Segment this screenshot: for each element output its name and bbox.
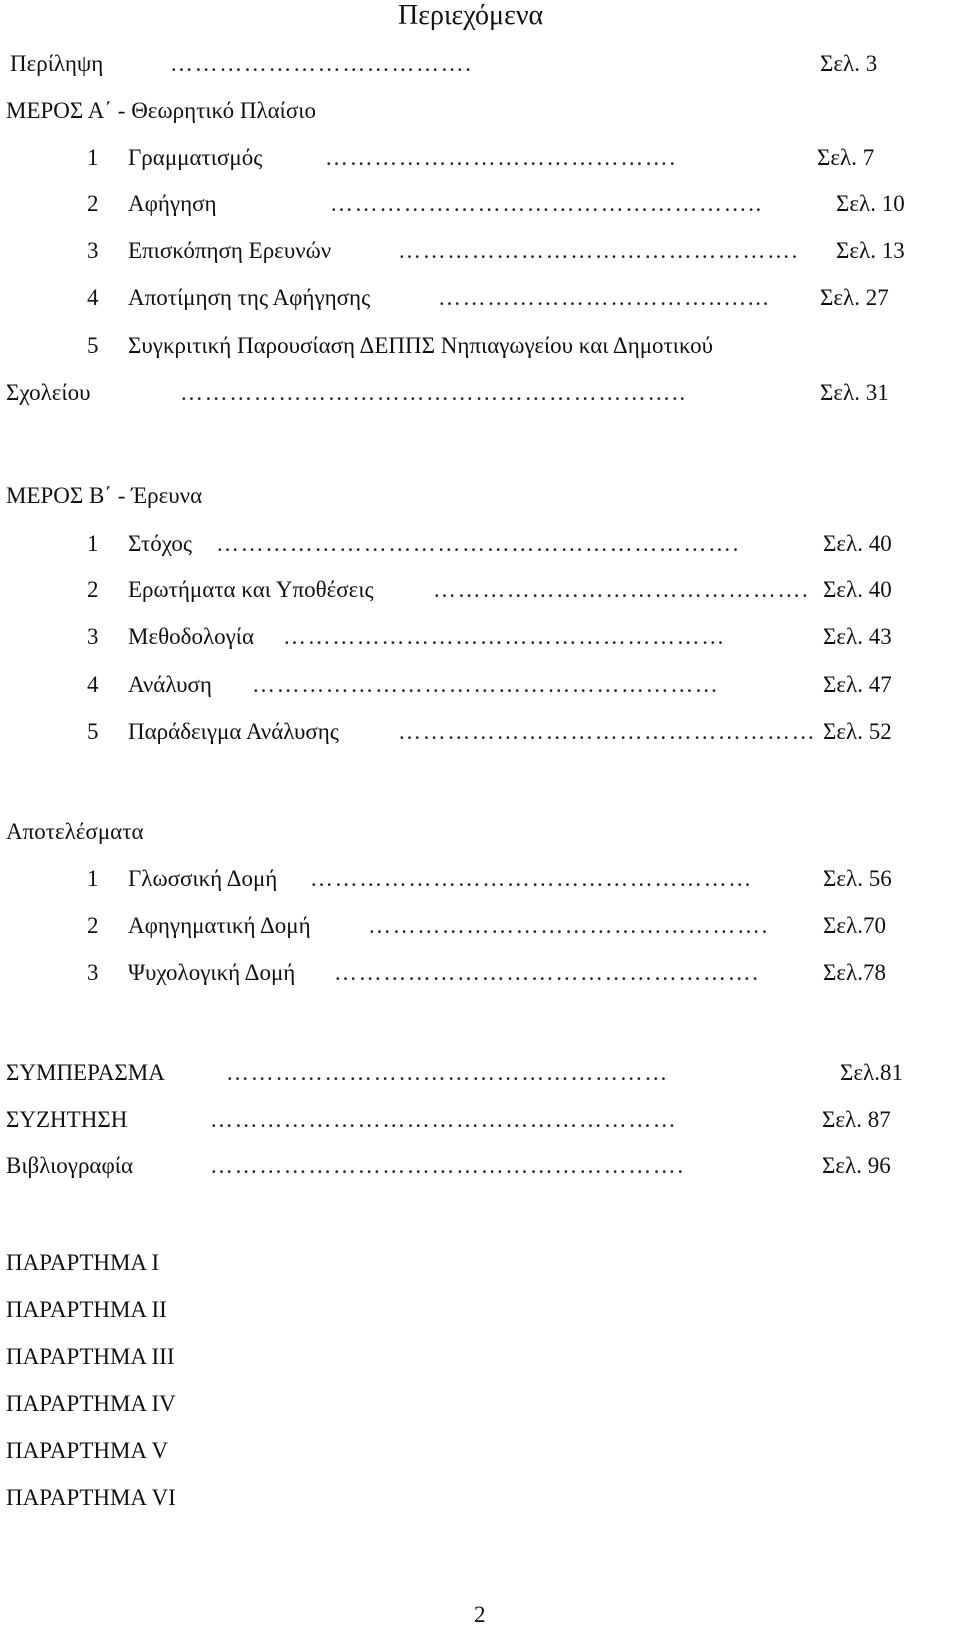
toc-num: 1: [87, 866, 99, 891]
toc-label: Αποτίμηση της Αφήγησης: [128, 285, 371, 310]
appendix-item: ΠΑΡΑΡΤΗΜΑ V: [6, 1438, 169, 1463]
toc-section-heading: ΜΕΡΟΣ Α΄ - Θεωρητικό Πλαίσιο: [6, 98, 316, 123]
toc-num: 4: [87, 672, 99, 697]
toc-page: Σελ.78: [823, 960, 886, 985]
toc-page: Σελ. 13: [836, 238, 905, 263]
toc-num: 3: [87, 624, 99, 649]
toc-label: Ανάλυση: [128, 672, 212, 697]
toc-num: 5: [87, 719, 99, 744]
toc-label: ΣΥΖΗΤΗΣΗ: [6, 1107, 128, 1132]
toc-label: Παράδειγμα Ανάλυσης: [128, 719, 339, 744]
toc-num: 3: [87, 238, 99, 263]
toc-leader: …………………………………….: [325, 146, 677, 169]
toc-section-heading: ΜΕΡΟΣ Β΄ - Έρευνα: [6, 483, 203, 508]
toc-leader: …………………………………………………: [252, 673, 720, 696]
toc-page: Σελ. 43: [823, 624, 892, 649]
toc-leader: …………………………………………………: [210, 1108, 678, 1131]
toc-page: Σελ. 40: [823, 531, 892, 556]
toc-label: Ψυχολογική Δομή: [128, 960, 296, 985]
page-title: Περιεχόμενα: [398, 0, 544, 31]
appendix-item: ΠΑΡΑΡΤΗΜΑ VI: [6, 1485, 176, 1510]
appendix-item: ΠΑΡΑΡΤΗΜΑ ΙΙΙ: [6, 1344, 175, 1369]
page-number: 2: [474, 1602, 486, 1627]
appendix-item: ΠΑΡΑΡΤΗΜΑ IV: [6, 1391, 176, 1416]
toc-label: Αφηγηματική Δομή: [128, 913, 311, 938]
toc-page: Σελ. 52: [823, 719, 892, 744]
toc-page: Σελ. 87: [822, 1107, 891, 1132]
toc-label: Στόχος: [128, 531, 193, 556]
toc-label: ΣΥΜΠΕΡΑΣΜΑ: [6, 1060, 165, 1085]
toc-num: 2: [87, 191, 99, 216]
toc-page: Σελ. 7: [817, 145, 875, 170]
toc-leader: ………………………………………………….: [210, 1154, 685, 1177]
toc-label: Επισκόπηση Ερευνών: [128, 238, 332, 263]
toc-page: Σελ. 56: [823, 866, 892, 891]
toc-leader: ……………………………………………………..: [180, 381, 687, 404]
appendix-item: ΠΑΡΑΡΤΗΜΑ ΙΙ: [6, 1297, 167, 1322]
toc-num: 1: [87, 145, 99, 170]
toc-page: Σελ.70: [823, 913, 886, 938]
toc-num: 4: [87, 285, 99, 310]
toc-label: Ερωτήματα και Υποθέσεις: [128, 577, 374, 602]
toc-page: Σελ. 10: [836, 191, 905, 216]
toc-label: Σχολείου: [6, 380, 91, 405]
toc-leader: ……………………………….: [170, 52, 473, 75]
toc-num: 2: [87, 913, 99, 938]
toc-leader: ………………………………………………: [226, 1061, 669, 1084]
toc-leader: ……………………………..…...: [438, 286, 770, 309]
toc-leader: ……………………………………………..: [330, 192, 763, 215]
toc-page: Σελ. 31: [820, 380, 889, 405]
toc-page: Σελ. 3: [820, 51, 878, 76]
toc-leader: …………………………………………….: [334, 961, 760, 984]
toc-label: Μεθοδολογία: [128, 624, 255, 649]
toc-label: Βιβλιογραφία: [6, 1153, 133, 1178]
toc-num: 2: [87, 577, 99, 602]
toc-page: Σελ. 27: [820, 285, 889, 310]
toc-label: Αφήγηση: [128, 191, 217, 216]
toc-page: Σελ.81: [840, 1060, 903, 1085]
toc-label: Γλωσσική Δομή: [128, 866, 278, 891]
toc-label: Γραμματισμός: [128, 145, 263, 170]
toc-page: Σελ. 40: [823, 577, 892, 602]
toc-num: 5: [87, 333, 99, 358]
toc-leader: ……………………………………….: [433, 578, 810, 601]
toc-label: Συγκριτική Παρουσίαση ΔΕΠΠΣ Νηπιαγωγείου και Δημοτικού: [128, 333, 713, 358]
toc-page: Σελ. 96: [822, 1153, 891, 1178]
toc-leader: ……………………………………………………….: [216, 532, 740, 555]
toc-leader: ……………………………………………: [398, 720, 817, 743]
toc-leader: ………………………………………….: [368, 914, 769, 937]
toc-page: Σελ. 47: [823, 672, 892, 697]
appendix-item: ΠΑΡΑΡΤΗΜΑ Ι: [6, 1250, 160, 1275]
toc-leader: ………………………………………………: [283, 625, 726, 648]
toc-leader: ………………………………………………: [310, 867, 753, 890]
toc-num: 1: [87, 531, 99, 556]
toc-section-heading: Αποτελέσματα: [6, 819, 144, 844]
toc-num: 3: [87, 960, 99, 985]
toc-label-summary: Περίληψη: [10, 51, 104, 76]
toc-leader: ………………………………………….: [398, 239, 799, 262]
